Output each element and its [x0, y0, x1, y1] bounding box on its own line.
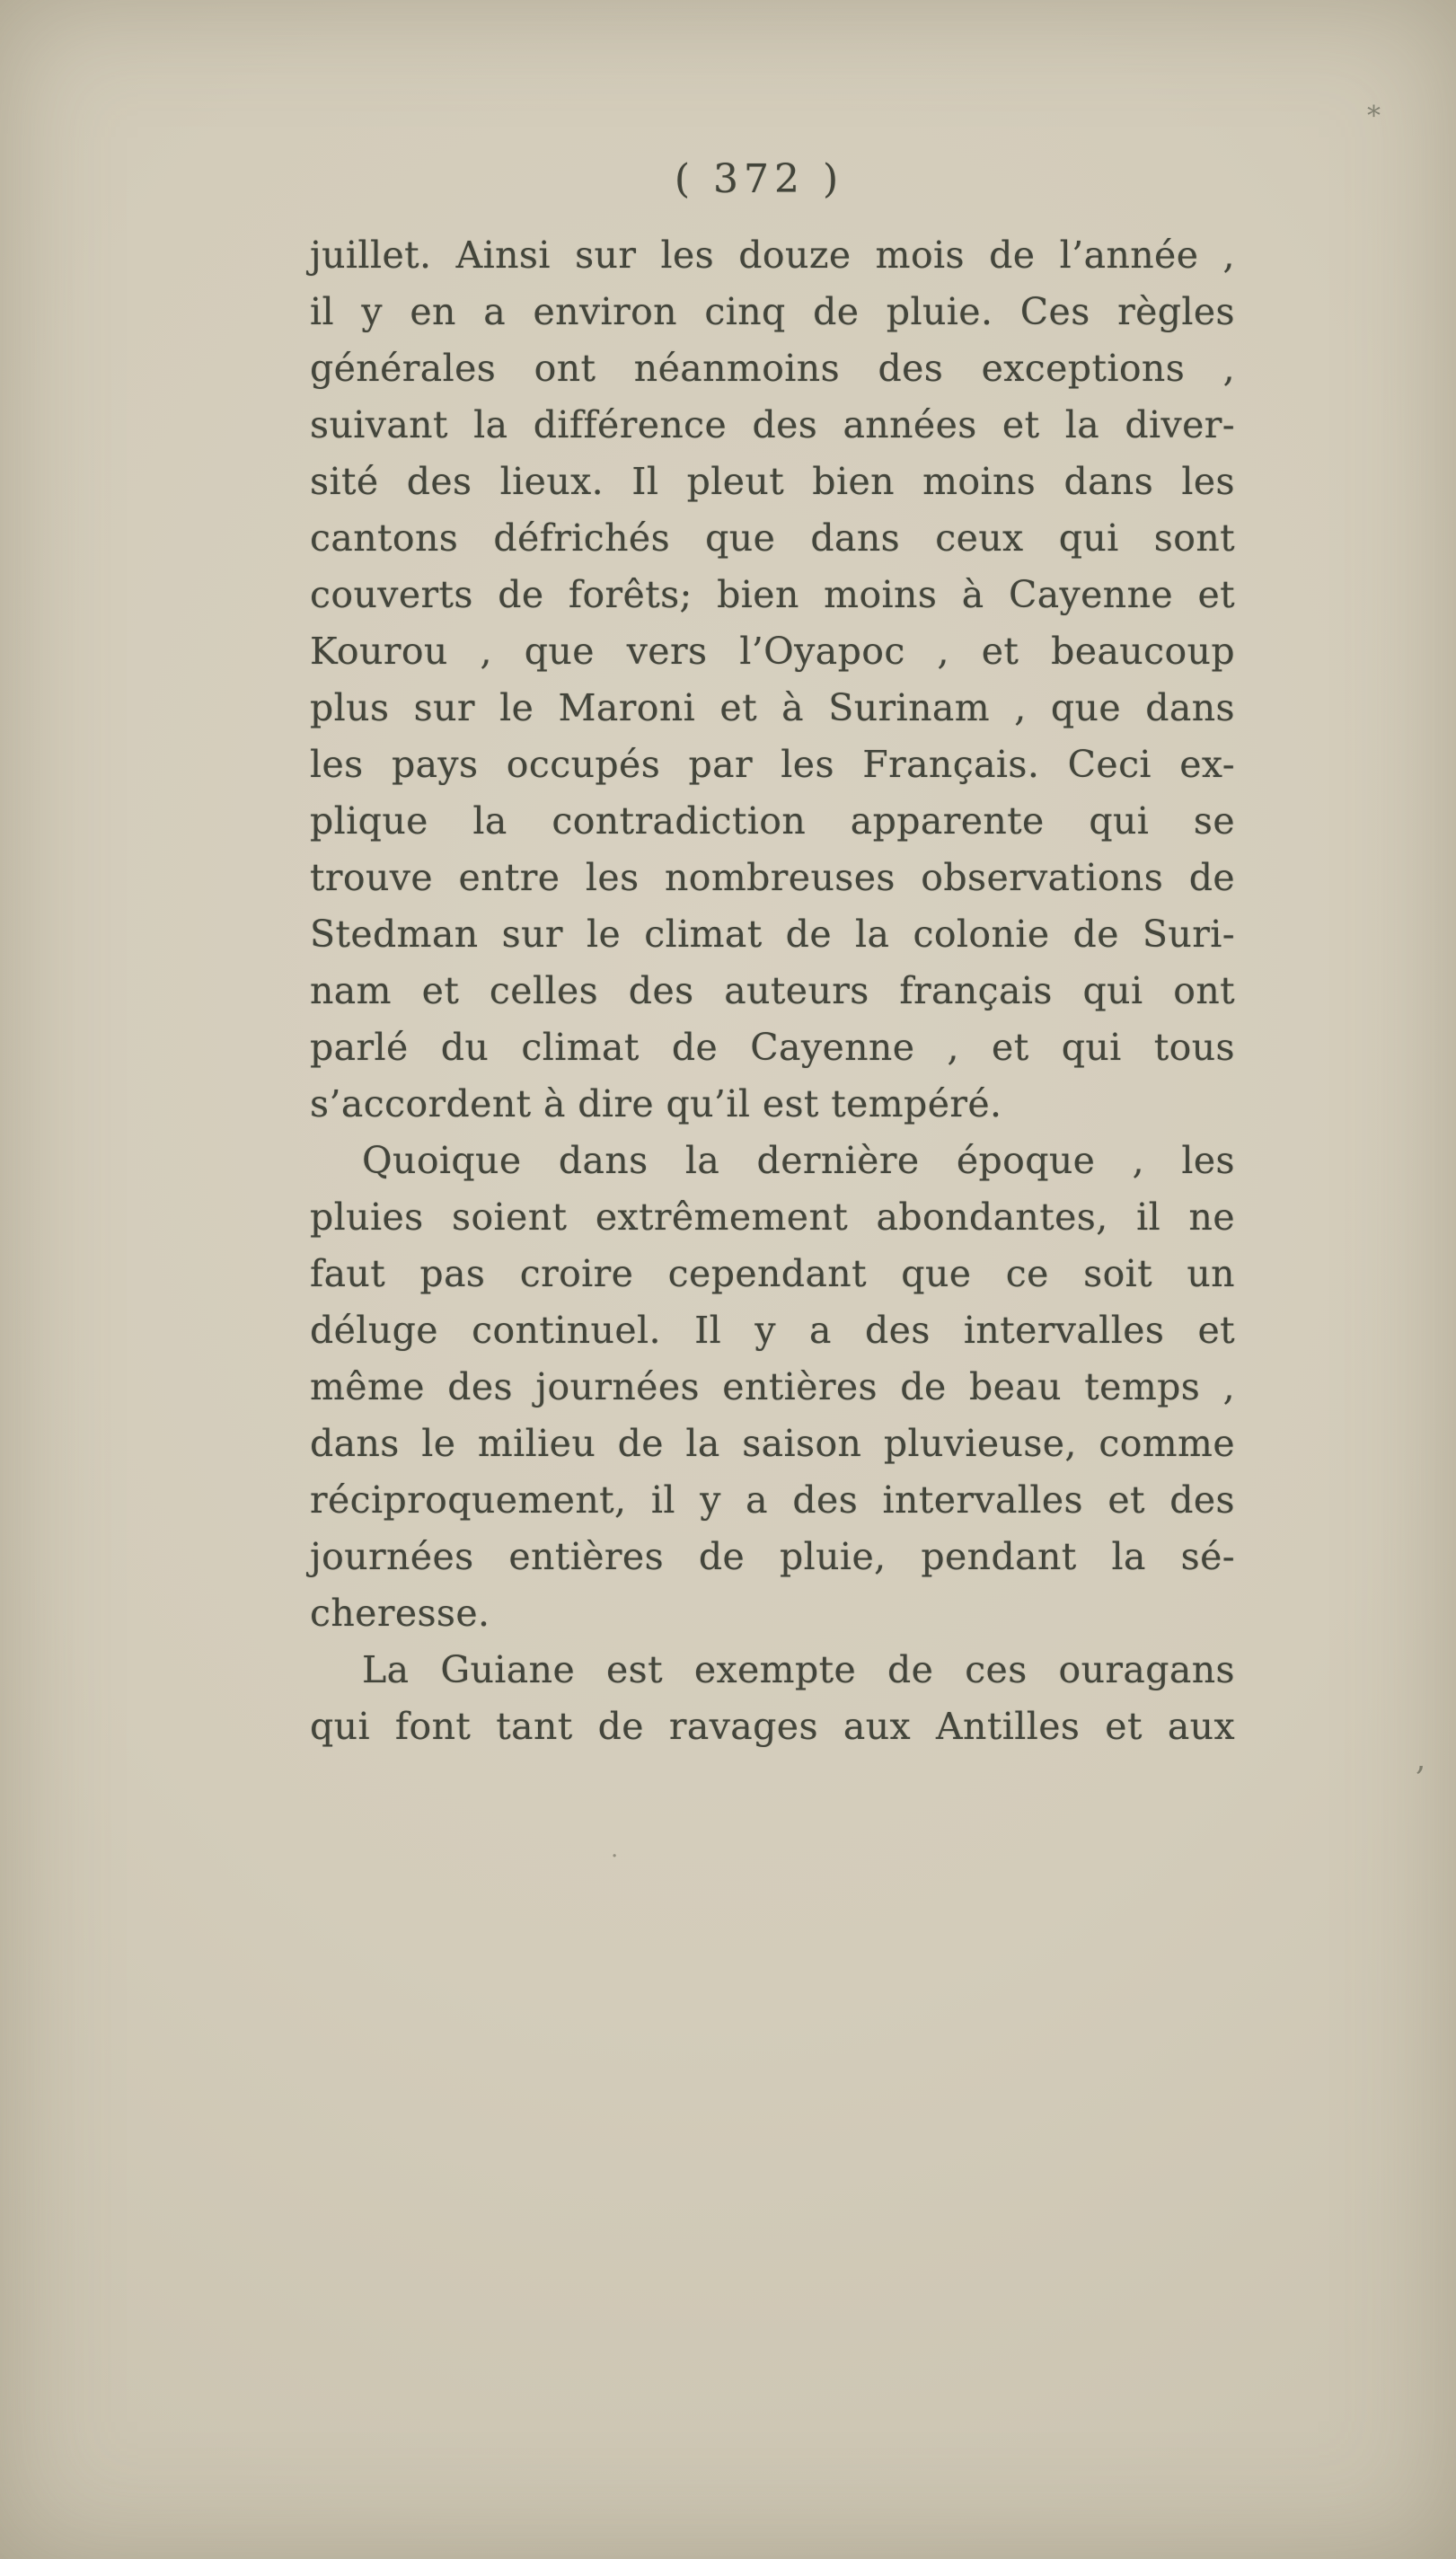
- paragraph: [310, 1642, 1235, 1755]
- paragraph: [310, 1133, 1235, 1642]
- text-line: pluies soient extrêmement abondantes, il ne: [310, 1196, 1235, 1239]
- text-line: Kourou , que vers l’Oyapoc , et beaucoup: [310, 630, 1235, 673]
- text-line: La Guiane est exempte de ces ouragans: [362, 1648, 1235, 1691]
- text-line: Quoique dans la dernière époque , les: [362, 1139, 1235, 1182]
- text-line: couverts de forêts; bien moins à Cayenne et: [310, 573, 1235, 616]
- text-line: dans le milieu de la saison pluvieuse, comme: [310, 1422, 1235, 1465]
- ink-speck-icon: ·: [611, 1843, 619, 1870]
- text-line: faut pas croire cependant que ce soit un: [310, 1252, 1235, 1295]
- text-line: juillet. Ainsi sur les douze mois de l’année ,: [310, 234, 1235, 277]
- text-line: parlé du climat de Cayenne , et qui tous: [310, 1026, 1235, 1069]
- text-line: Stedman sur le climat de la colonie de Suri-: [310, 913, 1235, 956]
- text-line: les pays occupés par les Français. Ceci ex-: [310, 743, 1235, 786]
- text-line: déluge continuel. Il y a des intervalles et: [310, 1309, 1235, 1352]
- page-number: ( 372 ): [674, 156, 844, 202]
- text-line: suivant la différence des années et la diver-: [310, 403, 1235, 446]
- text-line: cheresse.: [310, 1592, 490, 1635]
- ink-speck-icon: ,: [1416, 1741, 1426, 1778]
- paragraph: [310, 227, 1235, 1133]
- text-line: nam et celles des auteurs français qui ont: [310, 969, 1235, 1012]
- text-line: plique la contradiction apparente qui se: [310, 799, 1235, 843]
- text-line: sité des lieux. Il pleut bien moins dans les: [310, 460, 1235, 503]
- text-line: qui font tant de ravages aux Antilles et aux: [310, 1705, 1235, 1748]
- text-line: plus sur le Maroni et à Surinam , que dans: [310, 686, 1235, 729]
- text-line: journées entières de pluie, pendant la sé-: [310, 1535, 1235, 1578]
- text-block: [310, 227, 1235, 1755]
- text-line: réciproquement, il y a des intervalles et des: [310, 1478, 1235, 1522]
- text-line: cantons défrichés que dans ceux qui sont: [310, 516, 1235, 560]
- text-line: s’accordent à dire qu’il est tempéré.: [310, 1082, 1002, 1125]
- ink-speck-icon: *: [1367, 101, 1381, 132]
- text-line: même des journées entières de beau temps ,: [310, 1365, 1235, 1408]
- text-line: générales ont néanmoins des exceptions ,: [310, 347, 1235, 390]
- text-line: trouve entre les nombreuses observations de: [310, 856, 1235, 899]
- text-line: il y en a environ cinq de pluie. Ces règles: [310, 290, 1235, 333]
